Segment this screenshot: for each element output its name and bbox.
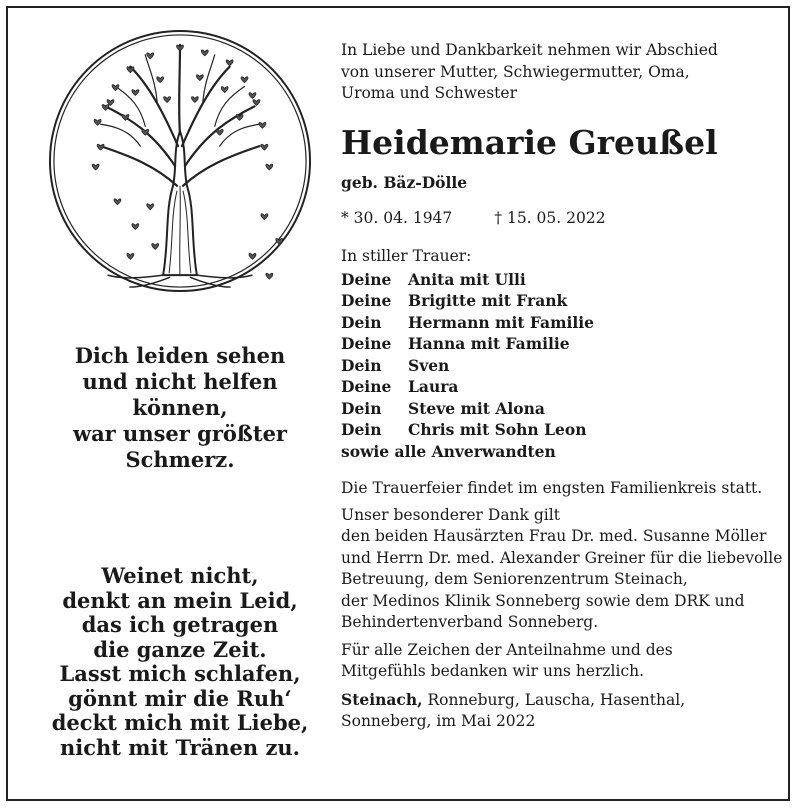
poem2-line: das ich getragen [81, 612, 279, 637]
deceased-name: Heidemarie Greußel [341, 122, 718, 162]
thanks-line: den beiden Hausärzten Frau Dr. med. Susanne Möller [341, 527, 767, 545]
poem1-line: war unser größter [73, 421, 287, 446]
thanks-line: Betreuung, dem Seniorenzentrum Steinach, [341, 570, 688, 588]
thanks-line: der Medinos Klinik Sonneberg sowie dem DRK und [341, 591, 745, 610]
birth-name: geb. Bäz-Dölle [341, 172, 468, 192]
mourner-name: Anita mit Ulli [408, 269, 526, 289]
tree-of-life-icon [46, 27, 314, 295]
intro-line: von unserer Mutter, Schwiegermutter, Oma, [341, 62, 690, 81]
intro-line: In Liebe und Dankbarkeit nehmen wir Abschied [341, 41, 718, 59]
mourner-name: Chris mit Sohn Leon [408, 420, 587, 439]
place-date-line: Sonneberg, im Mai 2022 [341, 712, 536, 730]
poem1-line: Dich leiden sehen [74, 343, 286, 368]
mourner-relation: Deine [341, 291, 392, 310]
mourner-name: Laura [408, 377, 459, 396]
mourner-row [341, 376, 781, 398]
thanks-line: Unser besonderer Dank gilt [341, 505, 560, 524]
funeral-note: Die Trauerfeier findet im engsten Familienkreis statt. [341, 479, 763, 497]
mourner-relation: Deine [341, 269, 392, 289]
mourner-relation: Deine [341, 377, 392, 396]
mourner-row [341, 333, 781, 355]
death-date: † 15. 05. 2022 [494, 208, 606, 227]
poem1-line: können, [132, 395, 228, 420]
poem2-line: die ganze Zeit. [93, 636, 267, 662]
sympathy-line: Mitgefühls bedanken wir uns herzlich. [341, 662, 645, 680]
mourner-relation: Dein [341, 355, 382, 375]
mourner-row [341, 290, 781, 312]
poem2-line: Lasst mich schlafen, [59, 661, 301, 686]
notice-text-column [341, 40, 781, 733]
mourner-row [341, 312, 781, 334]
mourner-name: Hanna mit Familie [408, 334, 570, 353]
poem1-line: Schmerz. [125, 447, 235, 472]
poem2-line: denkt an mein Leid, [62, 587, 298, 613]
mourner-relation: Dein [341, 420, 382, 439]
mourner-row [341, 419, 781, 441]
place-date [341, 689, 781, 733]
relatives-line: sowie alle Anverwandten [341, 441, 556, 461]
mourner-relation: Dein [341, 312, 382, 332]
poem2-line: Weinet nicht, [101, 563, 259, 588]
life-dates [341, 208, 781, 228]
place-line [341, 689, 781, 712]
poem2-line: nicht mit Tränen zu. [59, 734, 300, 760]
thanks-line: und Herrn Dr. med. Alexander Greiner für die liebevolle [341, 548, 783, 567]
mourner-name: Sven [408, 355, 450, 375]
place-others: Ronneburg, Lauscha, Hasenthal, [422, 690, 686, 709]
mourner-relation: Deine [341, 334, 392, 353]
intro-line: Uroma und Schwester [341, 84, 517, 102]
mourning-heading: In stiller Trauer: [341, 246, 472, 265]
sympathy-line: Für alle Zeichen der Anteilnahme und des [341, 640, 673, 659]
poem-quote-2 [40, 564, 320, 760]
thanks-paragraph [341, 505, 781, 634]
mourner-row [341, 269, 781, 291]
place-main: Steinach, [341, 689, 423, 709]
thanks-line: Behindertenverband Sonneberg. [341, 613, 599, 631]
mourner-row [341, 355, 781, 377]
mourner-name: Brigitte mit Frank [408, 291, 568, 310]
mourner-name: Hermann mit Familie [408, 312, 595, 332]
mourners-list [341, 269, 781, 441]
sympathy-paragraph [341, 640, 781, 683]
poem2-line: gönnt mir die Ruh‘ [68, 685, 292, 711]
mourner-relation: Dein [341, 398, 382, 418]
mourner-row [341, 398, 781, 420]
poem2-line: deckt mich mit Liebe, [51, 710, 309, 735]
poem-quote-1 [40, 343, 320, 473]
poem1-line: und nicht helfen [82, 369, 278, 394]
intro-text [341, 40, 781, 105]
mourner-name: Steve mit Alona [408, 398, 545, 418]
birth-date: * 30. 04. 1947 [341, 208, 453, 227]
